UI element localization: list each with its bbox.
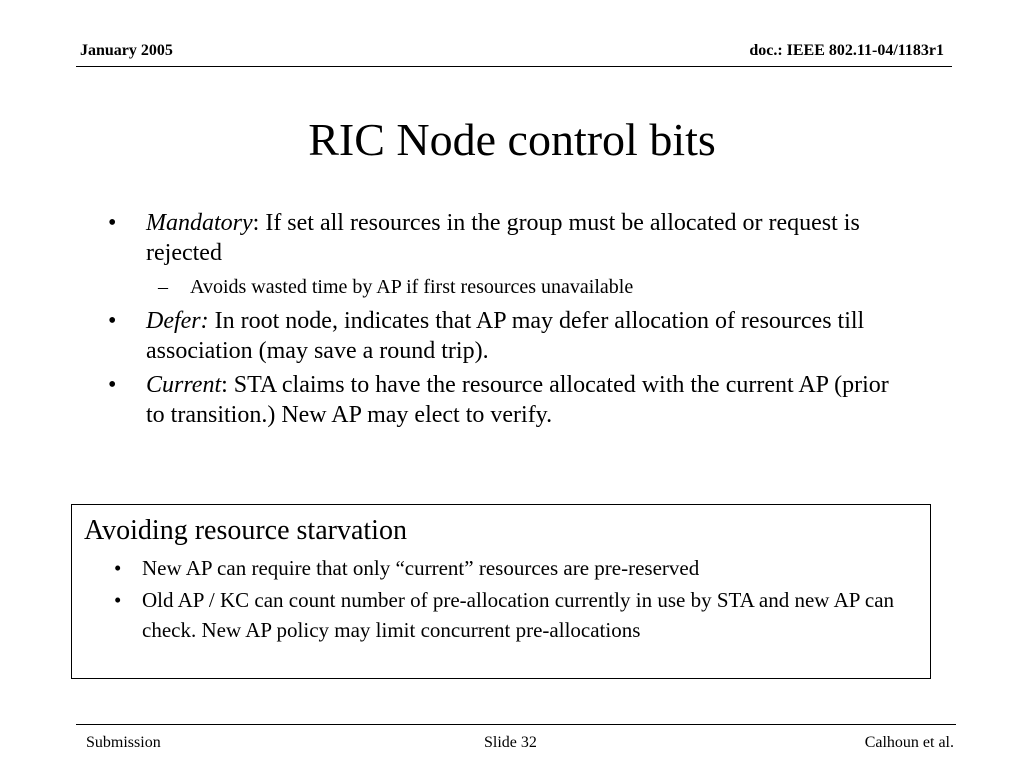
footer-rule (76, 724, 956, 725)
bullet-marker: • (108, 210, 117, 236)
bullet-term: Mandatory (146, 210, 253, 236)
bullet-defer (104, 306, 904, 366)
footer-authors: Calhoun et al. (864, 734, 954, 751)
sub-bullet-avoids-wasted-time (104, 274, 904, 300)
header-date: January 2005 (80, 42, 173, 59)
footer-submission: Submission (86, 734, 161, 751)
box-title: Avoiding resource starvation (84, 515, 407, 546)
bullet-text: : If set all resources in the group must be allocated or request is rejected (146, 210, 860, 266)
bullet-current (104, 370, 904, 430)
box-item-current-resources (110, 553, 900, 583)
header-rule (76, 66, 952, 67)
box-item-text: Old AP / KC can count number of pre-allocation currently in use by STA and new AP can check. New AP policy may limit concurrent pre-allocations (142, 588, 895, 642)
box-item-count-pre-allocation (110, 585, 900, 645)
starvation-box (71, 504, 931, 679)
bullet-text: In root node, indicates that AP may defer allocation of resources till association (may save a round trip). (146, 308, 865, 364)
sub-bullet-text: Avoids wasted time by AP if first resources unavailable (190, 276, 634, 298)
bullet-marker: • (108, 372, 117, 398)
box-list (110, 553, 900, 647)
sub-bullet-marker: – (158, 276, 168, 298)
slide-title: RIC Node control bits (308, 114, 716, 165)
bullet-marker: • (114, 556, 122, 580)
bullet-text: : STA claims to have the resource allocated with the current AP (prior to transition.) New AP may elect to verify. (146, 372, 889, 428)
bullet-marker: • (114, 588, 122, 612)
bullet-marker: • (108, 308, 117, 334)
bullet-term: Current (146, 372, 222, 398)
footer-slide-number: Slide 32 (484, 734, 537, 751)
header-doc-id: doc.: IEEE 802.11-04/1183r1 (749, 42, 944, 59)
bullet-term: Defer: (146, 308, 209, 334)
bullet-list (104, 208, 904, 434)
box-item-text: New AP can require that only “current” resources are pre-reserved (142, 556, 700, 580)
bullet-mandatory (104, 208, 904, 268)
